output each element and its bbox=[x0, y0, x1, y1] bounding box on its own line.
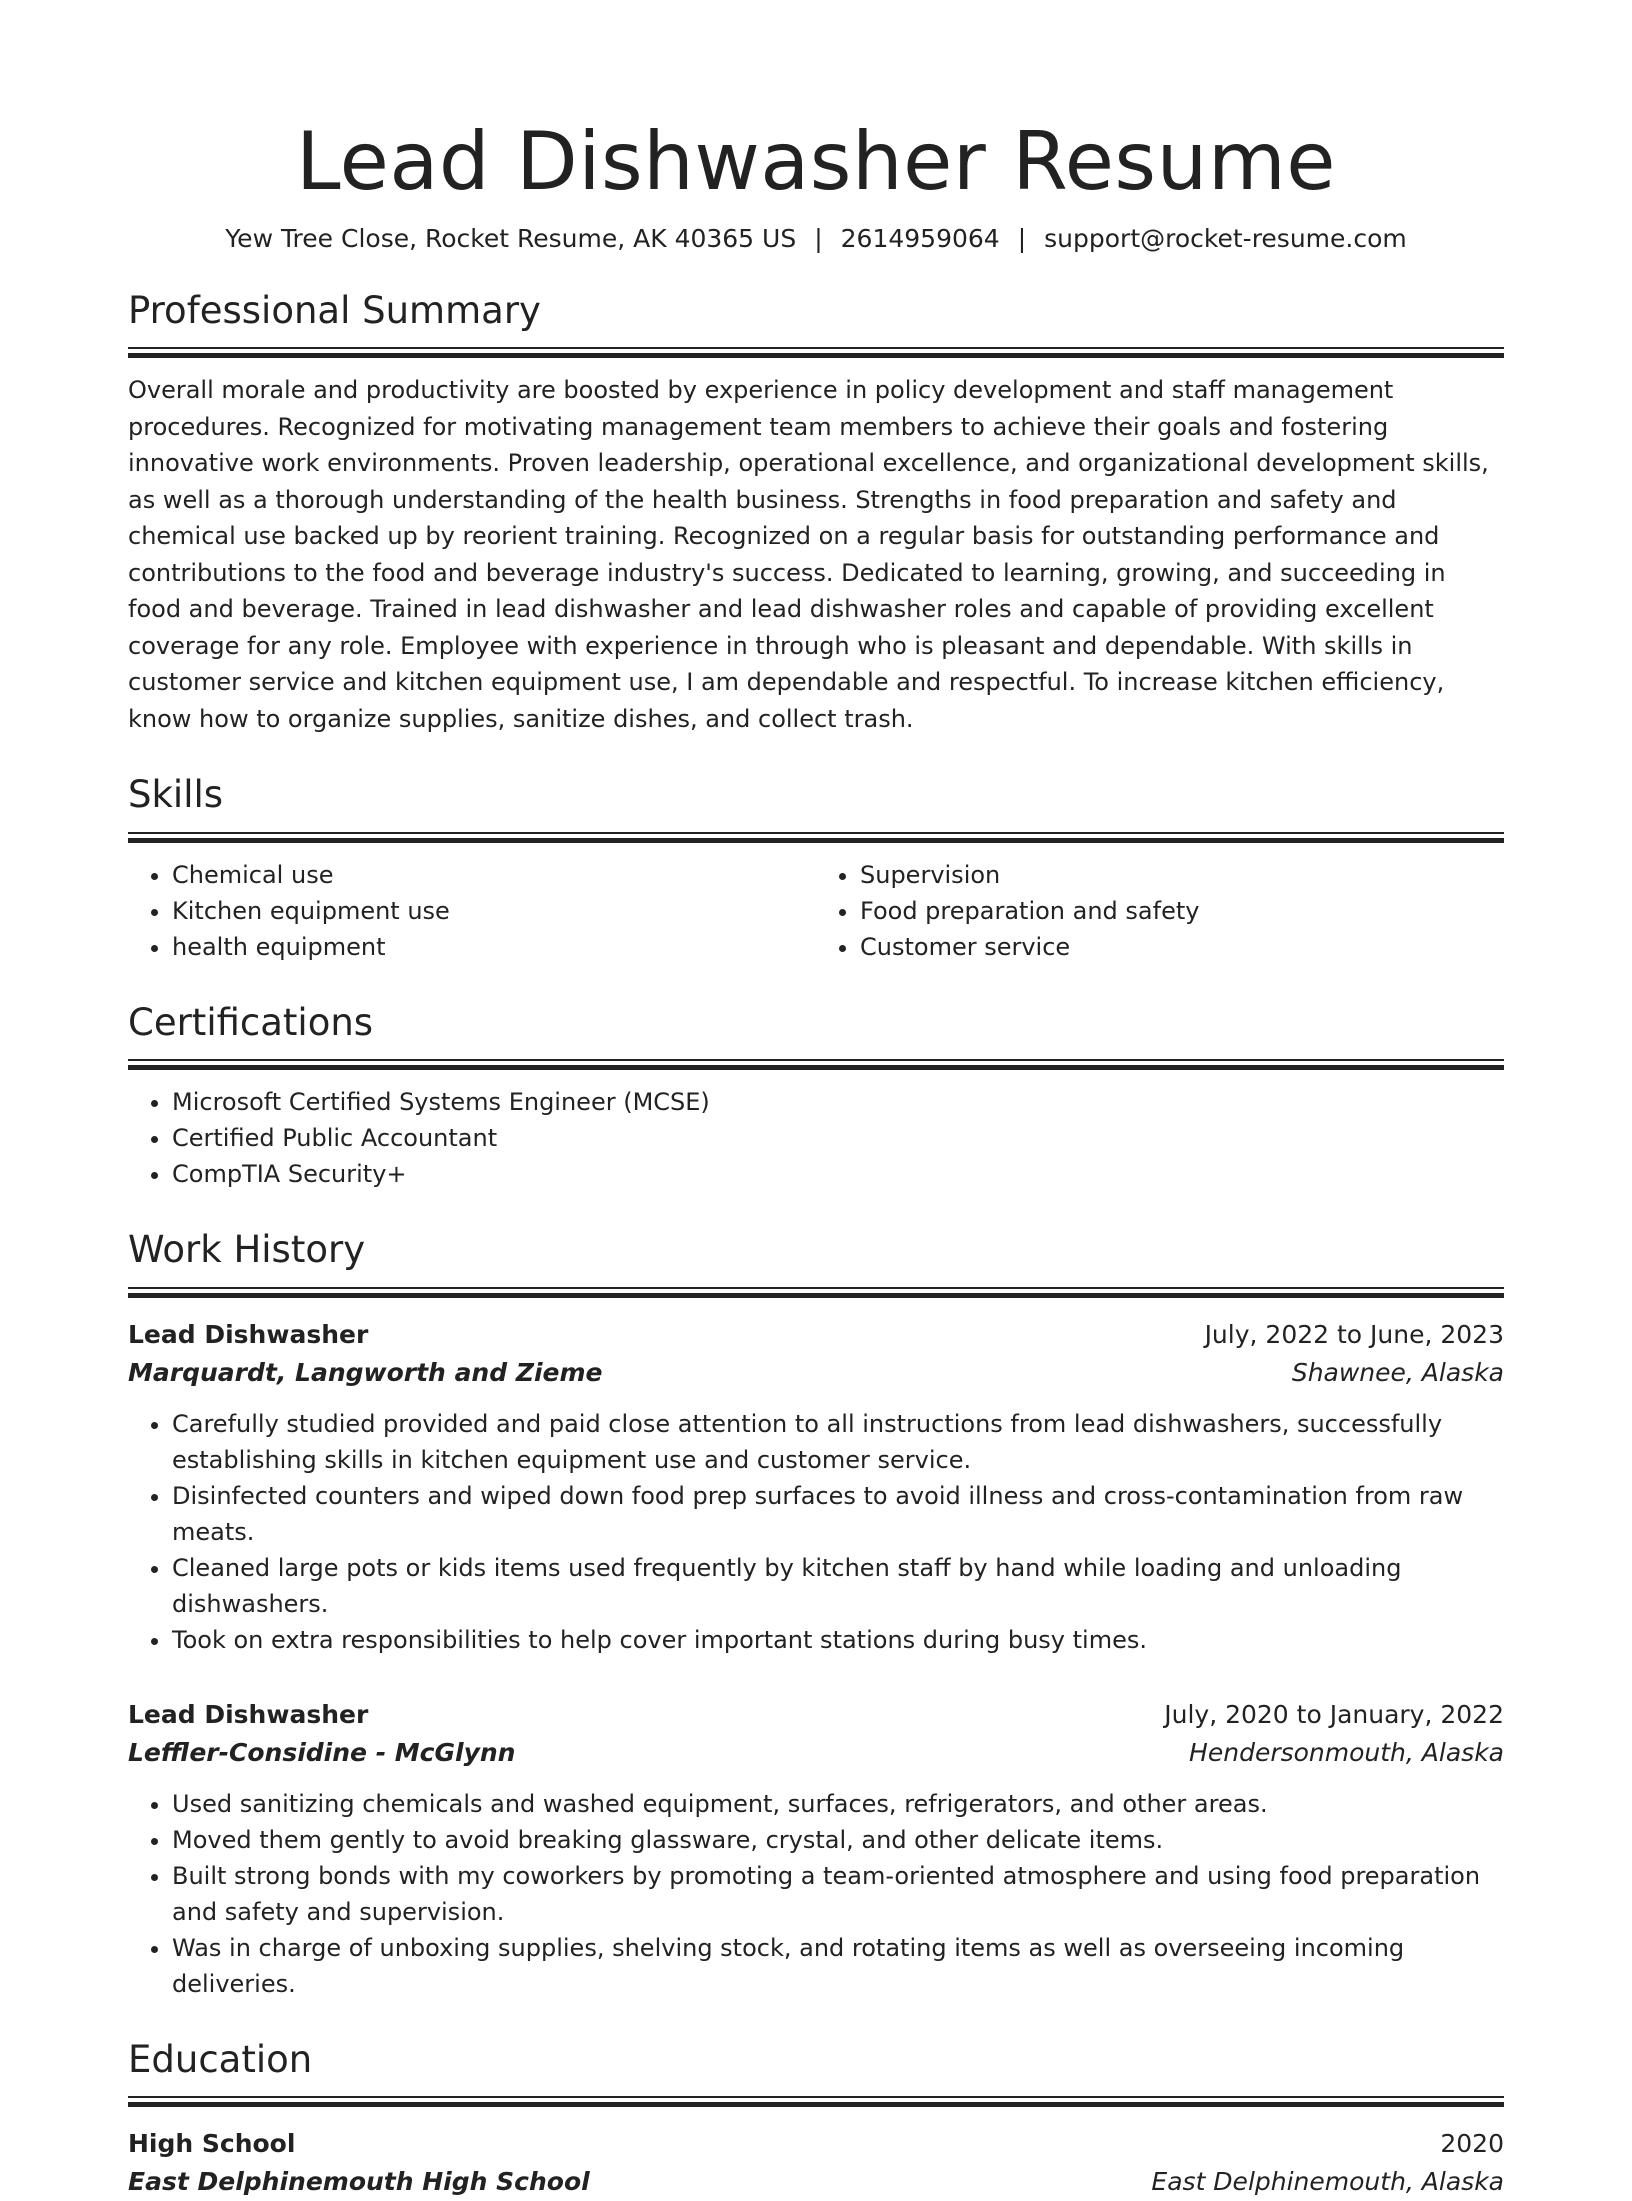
job-company-row bbox=[128, 1734, 1504, 1772]
education-school: East Delphinemouth High School bbox=[128, 2166, 590, 2196]
contact-separator: | bbox=[814, 224, 823, 253]
job-title: Lead Dishwasher bbox=[128, 1319, 369, 1349]
section-divider bbox=[128, 2096, 1504, 2107]
job-dates: July, 2020 to January, 2022 bbox=[1164, 1699, 1504, 1729]
section-heading-certifications: Certifications bbox=[128, 1000, 374, 1044]
certification-item: • CompTIA Security+ bbox=[172, 1156, 1504, 1192]
skills-columns bbox=[128, 857, 1504, 965]
job-bullet: • Moved them gently to avoid breaking glassware, crystal, and other delicate items. bbox=[172, 1822, 1504, 1858]
skill-item: • health equipment bbox=[172, 929, 816, 965]
job-dates: July, 2022 to June, 2023 bbox=[1204, 1319, 1504, 1349]
skill-item: • Supervision bbox=[860, 857, 1504, 893]
job-bullet: • Took on extra responsibilities to help cover important stations during busy times. bbox=[172, 1622, 1504, 1658]
section-heading-work-history: Work History bbox=[128, 1228, 366, 1272]
contact-line bbox=[128, 224, 1504, 253]
contact-separator: | bbox=[1017, 224, 1027, 253]
job-bullet: • Built strong bonds with my coworkers by promoting a team-oriented atmosphere and using food preparation and safety and supervision. bbox=[172, 1858, 1504, 1930]
section-divider bbox=[128, 1059, 1504, 1070]
job-title: Lead Dishwasher bbox=[128, 1699, 369, 1729]
education-entry bbox=[128, 2125, 1504, 2201]
job-entry bbox=[128, 1696, 1504, 2002]
skill-item: • Customer service bbox=[860, 929, 1504, 965]
job-header-row bbox=[128, 1696, 1504, 1734]
education-location: East Delphinemouth, Alaska bbox=[1151, 2166, 1504, 2196]
job-company: Leffler-Considine - McGlynn bbox=[128, 1737, 516, 1767]
job-bullet: • Cleaned large pots or kids items used frequently by kitchen staff by hand while loading and unloading dishwashers. bbox=[172, 1550, 1504, 1622]
certification-item: • Microsoft Certified Systems Engineer (MCSE) bbox=[172, 1084, 1504, 1120]
contact-phone: 2614959064 bbox=[840, 224, 1000, 253]
job-bullet: • Disinfected counters and wiped down food prep surfaces to avoid illness and cross-contamination from raw meats. bbox=[172, 1478, 1504, 1550]
job-header-row bbox=[128, 1316, 1504, 1354]
skills-section bbox=[128, 773, 1504, 964]
section-divider bbox=[128, 832, 1504, 843]
section-heading-skills: Skills bbox=[128, 773, 224, 817]
certifications-list bbox=[128, 1084, 1504, 1192]
job-bullets bbox=[128, 1786, 1504, 2002]
job-bullet: • Carefully studied provided and paid close attention to all instructions from lead dishwashers, successfully establishing skills in kitchen equipment use and customer service. bbox=[172, 1406, 1504, 1478]
job-bullet: • Was in charge of unboxing supplies, shelving stock, and rotating items as well as overseeing incoming deliveries. bbox=[172, 1930, 1504, 2002]
education-year: 2020 bbox=[1440, 2128, 1504, 2158]
section-heading-summary: Professional Summary bbox=[128, 289, 541, 332]
education-degree: High School bbox=[128, 2128, 296, 2158]
resume-page bbox=[128, 115, 1504, 2201]
skill-item: • Chemical use bbox=[172, 857, 816, 893]
summary-section bbox=[128, 289, 1504, 737]
job-company: Marquardt, Langworth and Zieme bbox=[128, 1357, 603, 1387]
skills-column-right bbox=[816, 857, 1504, 965]
education-school-row bbox=[128, 2163, 1504, 2201]
section-heading-education: Education bbox=[128, 2037, 313, 2081]
certification-item: • Certified Public Accountant bbox=[172, 1120, 1504, 1156]
section-divider bbox=[128, 347, 1504, 358]
job-location: Hendersonmouth, Alaska bbox=[1189, 1737, 1504, 1767]
education-header-row bbox=[128, 2125, 1504, 2163]
job-entry bbox=[128, 1316, 1504, 1658]
work-history-section bbox=[128, 1228, 1504, 2001]
skills-column-left bbox=[128, 857, 816, 965]
education-section bbox=[128, 2038, 1504, 2201]
contact-email: support@rocket-resume.com bbox=[1044, 224, 1407, 253]
skill-item: • Kitchen equipment use bbox=[172, 893, 816, 929]
job-company-row bbox=[128, 1354, 1504, 1392]
contact-address: Yew Tree Close, Rocket Resume, AK 40365 US bbox=[225, 224, 797, 253]
resume-title: Lead Dishwasher Resume bbox=[296, 115, 1336, 208]
job-bullets bbox=[128, 1406, 1504, 1658]
summary-text: Overall morale and productivity are boosted by experience in policy development and staff management procedures. Recognized for motivating management team members to achieve their goals and fostering innovative work environments. Proven leadership, operational excellence, and organizational development skills, as well as a thorough understanding of the health business. Strengths in food preparation and safety and chemical use backed up by reorient training. Recognized on a regular basis for outstanding performance and contributions to the food and beverage industry's success. Dedicated to learning, growing, and succeeding in food and beverage. Trained in lead dishwasher and lead dishwasher roles and capable of providing excellent coverage for any role. Employee with experience in through who is pleasant and dependable. With skills in customer service and kitchen equipment use, I am dependable and respectful. To increase kitchen efficiency, know how to organize supplies, sanitize dishes, and collect trash. bbox=[128, 376, 1489, 733]
job-bullet: • Used sanitizing chemicals and washed equipment, surfaces, refrigerators, and other areas. bbox=[172, 1786, 1504, 1822]
skill-item: • Food preparation and safety bbox=[860, 893, 1504, 929]
certifications-section bbox=[128, 1001, 1504, 1192]
job-location: Shawnee, Alaska bbox=[1291, 1357, 1504, 1387]
section-divider bbox=[128, 1287, 1504, 1298]
